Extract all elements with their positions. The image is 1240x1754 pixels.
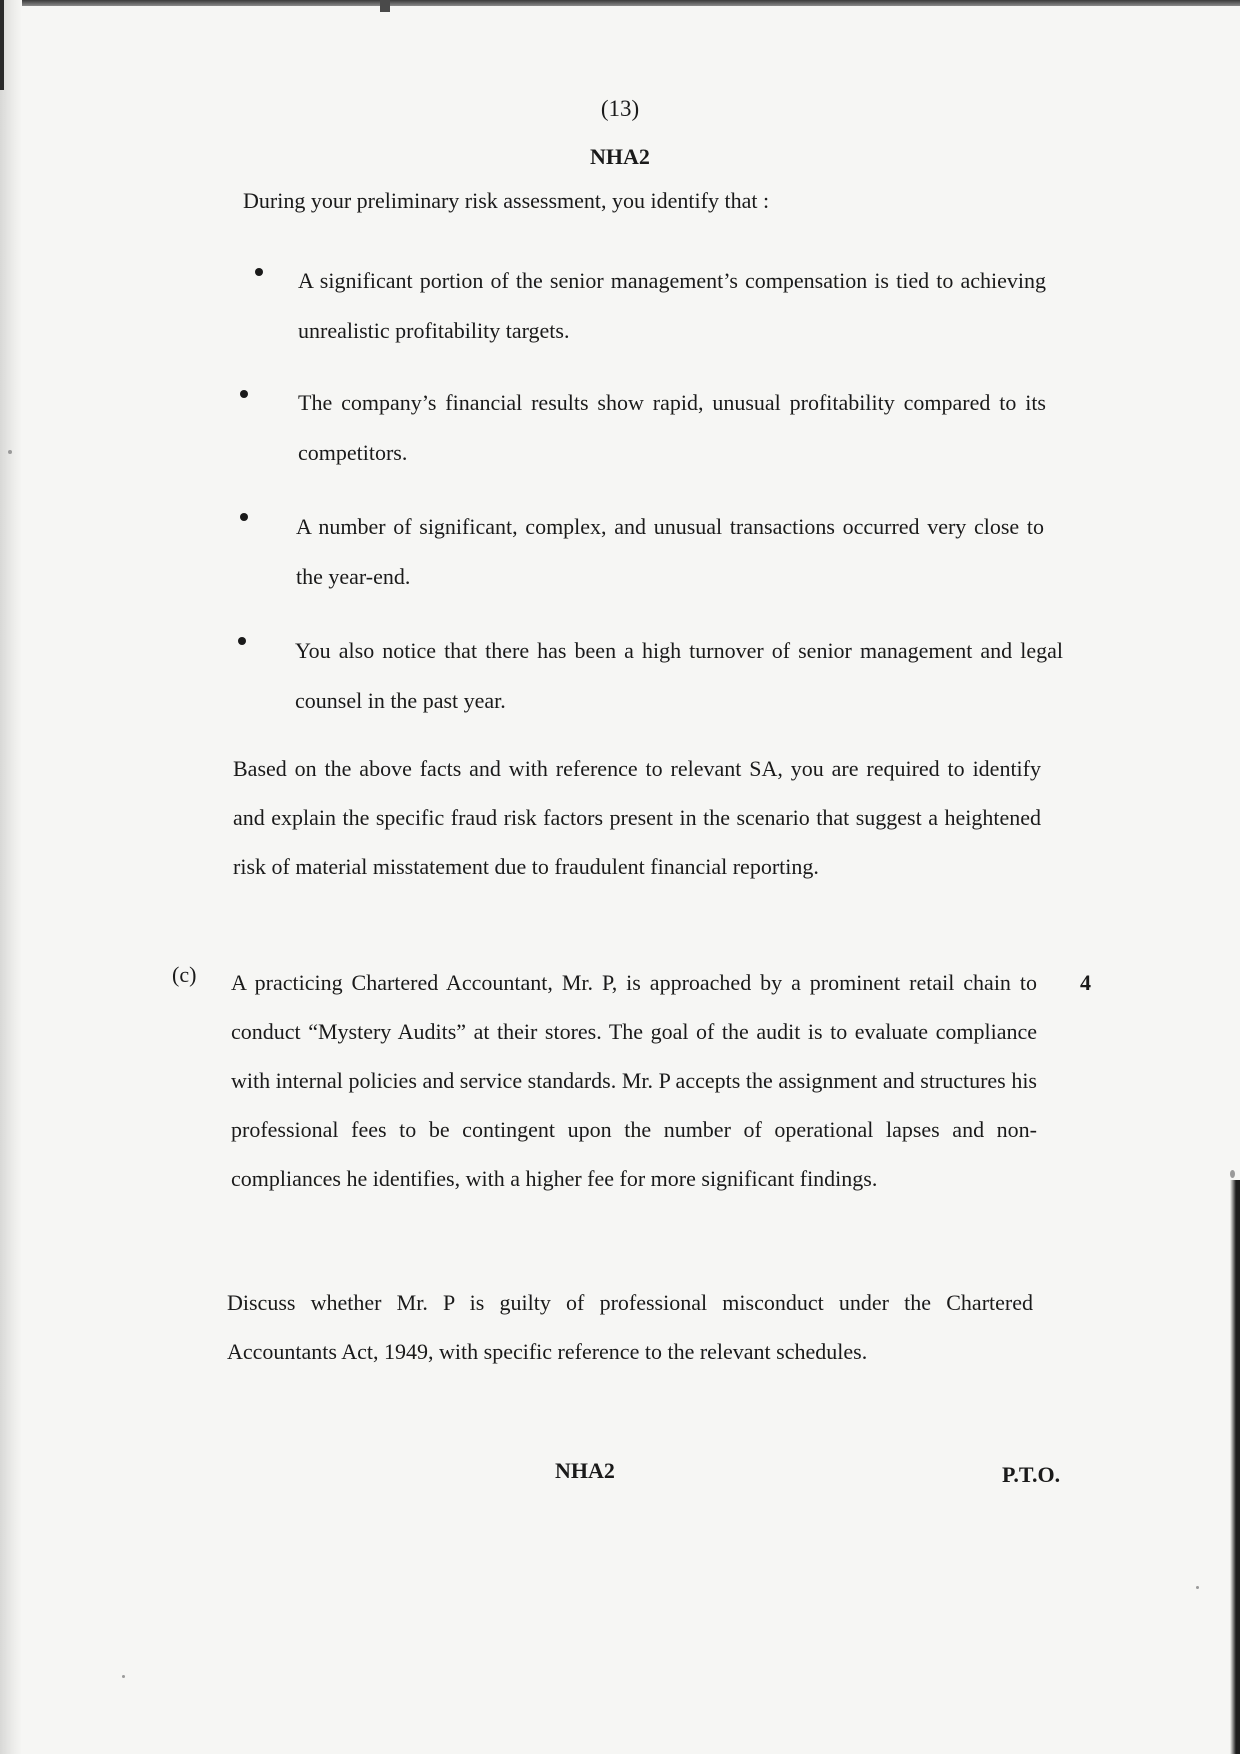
requirement-paragraph: Based on the above facts and with reference to relevant SA, you are required to identify and explain the specific fraud risk factors present in the scenario that suggest a heightened risk of material misstatement due to fraudulent financial reporting. [233,756,1041,879]
bullet-icon [240,513,248,521]
scan-right-edge [1230,1180,1240,1754]
paper-code-footer: NHA2 [555,1458,615,1483]
scan-speck [1196,1586,1199,1589]
page-number: (13) [600,96,640,121]
scan-speck [8,450,12,454]
staple-mark [380,0,390,12]
scan-left-shadow [0,0,4,90]
bullet-item-4: You also notice that there has been a high turnover of senior management and legal counsel in the past year. [295,638,1063,713]
bullet-item-2: The company’s financial results show rapid, unusual profitability compared to its competitors. [298,390,1046,465]
scan-top-edge [0,0,1240,6]
scan-speck [122,1675,125,1678]
bullet-item-3: A number of significant, complex, and unusual transactions occurred very close to the year-end. [296,514,1044,589]
question-label: (c) [172,962,197,987]
paper-code-header: NHA2 [590,144,650,169]
question-marks: 4 [1080,970,1091,995]
question-c-discussion: Discuss whether Mr. P is guilty of professional misconduct under the Chartered Accountants Act, 1949, with specific reference to the relevant schedules. [227,1290,1033,1364]
question-c-body: A practicing Chartered Accountant, Mr. P, is approached by a prominent retail chain to conduct “Mystery Audits” at their stores. The goal of the audit is to evaluate compliance with internal policies and service standards. Mr. P accepts the assignment and structures his professional fees to be contingent upon the number of operational lapses and non-compliances he identifies, with a higher fee for more significant findings. [231,970,1037,1191]
bullet-icon [240,390,248,398]
please-turn-over: P.T.O. [1002,1462,1061,1487]
scan-speck [1230,1170,1235,1178]
bullet-icon [238,637,246,645]
intro-text: During your preliminary risk assessment, you identify that : [243,188,770,213]
bullet-item-1: A significant portion of the senior management’s compensation is tied to achieving unrealistic profitability targets. [298,268,1046,343]
bullet-icon [255,268,263,276]
scan-left-edge [0,0,22,1754]
